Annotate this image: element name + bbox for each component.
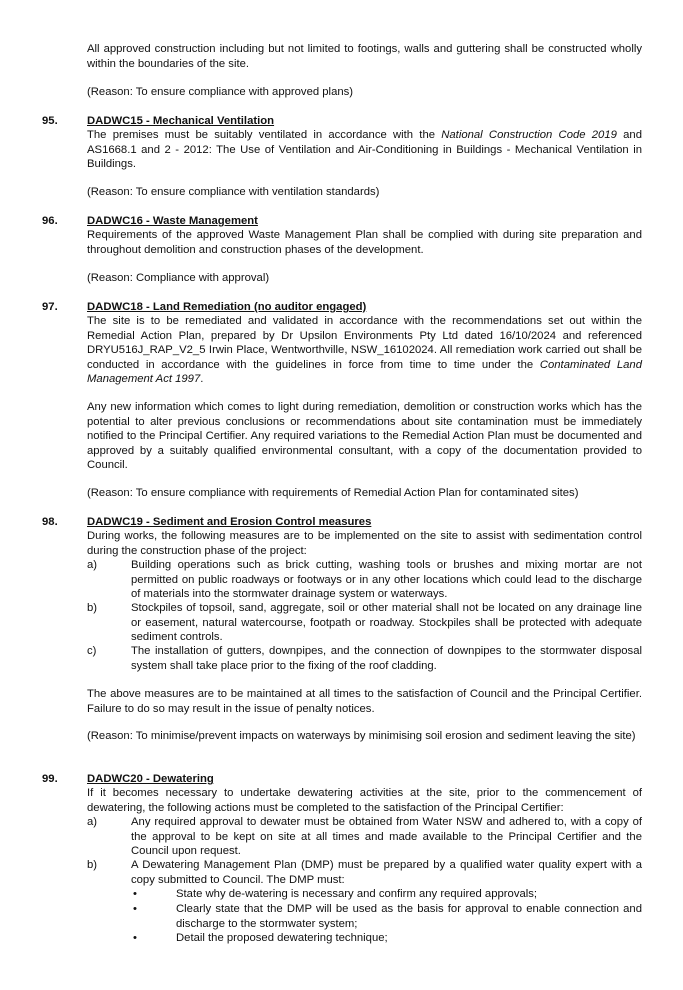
reason-text: (Reason: To ensure compliance with requirements of Remedial Action Plan for contaminated sites) — [87, 487, 579, 499]
list-label: c) — [87, 645, 97, 657]
condition-heading: DADWC20 - Dewatering — [87, 773, 214, 785]
bullet-point: • — [133, 888, 137, 900]
condition-heading: DADWC15 - Mechanical Ventilation — [87, 115, 275, 127]
condition-heading: DADWC18 - Land Remediation (no auditor engaged) — [87, 301, 367, 313]
paragraph: During works, the following measures are to be implemented on the site to assist with sedimentation control during the construction phase of the project: — [87, 530, 642, 557]
reason-text: (Reason: To ensure compliance with ventilation standards) — [87, 186, 380, 198]
paragraph: Requirements of the approved Waste Management Plan shall be complied with during site preparation and throughout demolition and construction phases of the development. — [87, 229, 642, 256]
list-item: A Dewatering Management Plan (DMP) must be prepared by a qualified water quality expert with a copy submitted to Council. The DMP must: — [131, 859, 642, 886]
list-item: Building operations such as brick cutting, washing tools or brushes and mixing mortar are not permitted on public roadways or footways or in any other locations which could lead to the discharge of materials into the stormwater drainage system or waterways. — [131, 559, 642, 600]
list-label: b) — [87, 602, 98, 614]
list-item: The installation of gutters, downpipes, and the connection of downpipes to the stormwater disposal system shall take place prior to the fixing of the roof cladding. — [131, 645, 642, 672]
condition-heading: DADWC19 - Sediment and Erosion Control measures — [87, 516, 372, 528]
condition-number: 99. — [42, 773, 58, 785]
condition-number: 98. — [42, 516, 58, 528]
list-label: b) — [87, 859, 98, 871]
paragraph: All approved construction including but not limited to footings, walls and guttering shall be constructed wholly within the boundaries of the site. — [87, 43, 642, 70]
paragraph: The premises must be suitably ventilated in accordance with the National Construction Code 2019 and AS1668.1 and 2 - 2012: The Use of Ventilation and Air-Conditioning in Buildings - Mechanical Ventilation in Buildings. — [87, 129, 642, 170]
list-item: Stockpiles of topsoil, sand, aggregate, soil or other material shall not be located on any drainage line or easement, natural watercourse, footpath or roadway. Stockpiles shall be protected with adequate sediment controls. — [131, 602, 642, 643]
paragraph: If it becomes necessary to undertake dewatering activities at the site, prior to the commencement of dewatering, the following actions must be completed to the satisfaction of the Principal Certifier: — [87, 787, 642, 814]
bullet-item: Detail the proposed dewatering technique; — [176, 932, 388, 944]
reason-text: (Reason: To minimise/prevent impacts on waterways by minimising soil erosion and sediment leaving the site) — [87, 730, 636, 742]
paragraph: The above measures are to be maintained at all times to the satisfaction of Council and the Principal Certifier. Failure to do so may result in the issue of penalty notices. — [87, 688, 642, 715]
list-label: a) — [87, 559, 98, 571]
reason-text: (Reason: To ensure compliance with approved plans) — [87, 86, 354, 98]
list-label: a) — [87, 816, 98, 828]
paragraph: The site is to be remediated and validated in accordance with the recommendations set out within the Remedial Action Plan, prepared by Dr Upsilon Environments Pty Ltd dated 16/10/2024 and referenced DRYU516J_RAP_V2_5 Irwin Place, Wentworthville, NSW_16102024. All remediation work carried out shall be conducted in accordance with the guidelines in force from time to time under the Contaminated Land Management Act 1997. — [87, 315, 642, 385]
condition-number: 97. — [42, 301, 58, 313]
bullet-item: State why de-watering is necessary and confirm any required approvals; — [176, 888, 538, 900]
condition-number: 96. — [42, 215, 58, 227]
bullet-point: • — [133, 903, 137, 915]
bullet-point: • — [133, 932, 137, 944]
condition-number: 95. — [42, 115, 58, 127]
reason-text: (Reason: Compliance with approval) — [87, 272, 270, 284]
condition-heading: DADWC16 - Waste Management — [87, 215, 258, 227]
bullet-item: Clearly state that the DMP will be used as the basis for approval to enable connection and discharge to the stormwater system; — [176, 903, 642, 930]
paragraph: Any new information which comes to light during remediation, demolition or construction works which has the potential to alter previous conclusions or recommendations about site contamination must be immediately notified to the Principal Certifier. Any required variations to the Remedial Action Plan must be documented and approved by a suitably qualified environmental consultant, with a copy of the documentation provided to Council. — [87, 401, 642, 471]
list-item: Any required approval to dewater must be obtained from Water NSW and adhered to, with a copy of the approval to be kept on site at all times and made available to the Principal Certifier and the Council upon request. — [131, 816, 642, 857]
